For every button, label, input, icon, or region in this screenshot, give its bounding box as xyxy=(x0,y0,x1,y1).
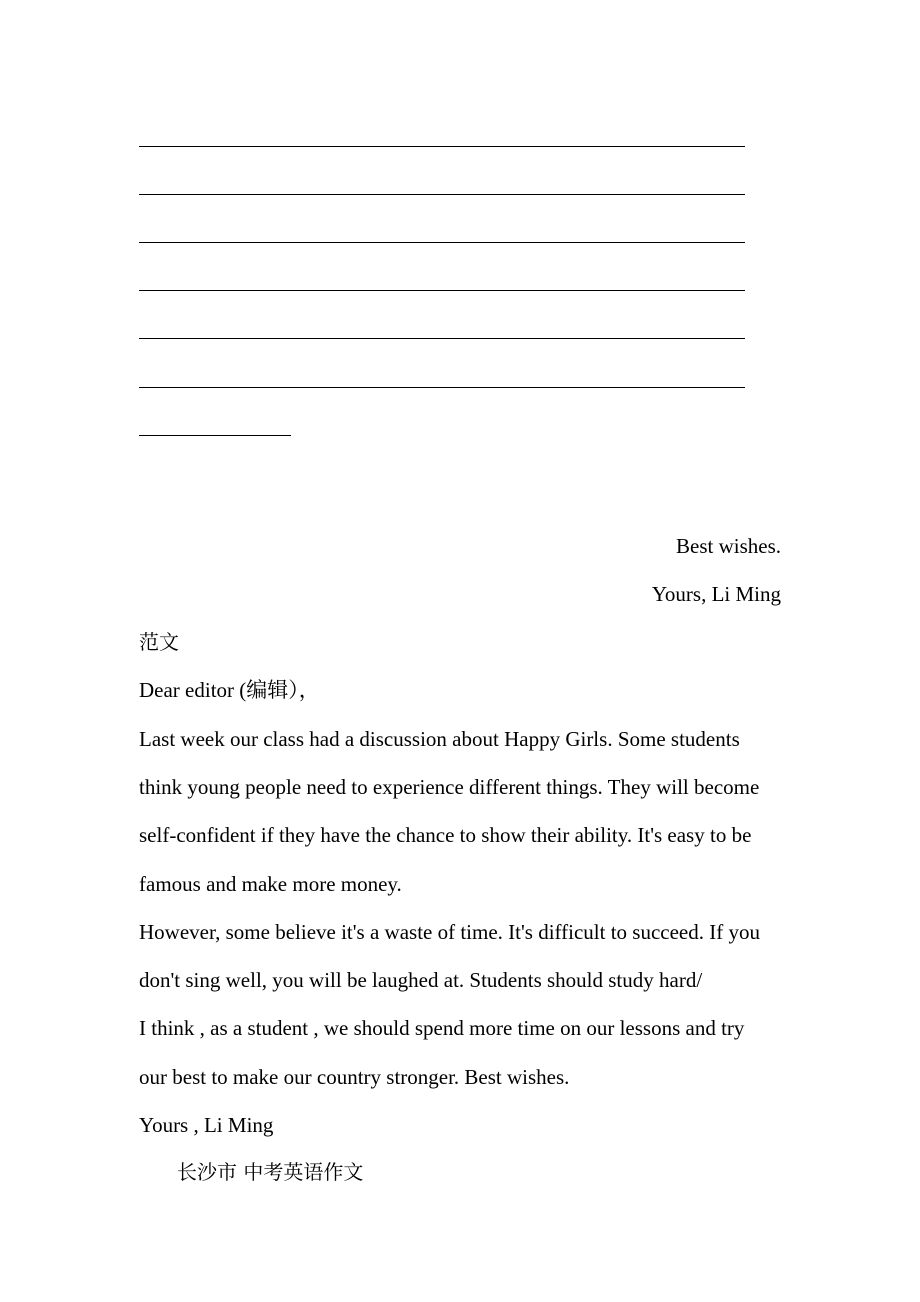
sample-greeting: Dear editor (编辑）， xyxy=(139,678,320,702)
essay-line: famous and make more money. xyxy=(139,872,402,896)
essay-line: I think , as a student , we should spend more time on our lessons and try xyxy=(139,1016,745,1040)
footer-title: 长沙市 中考英语作文 xyxy=(177,1160,364,1184)
closing-best-wishes: Best wishes. xyxy=(676,534,781,558)
answer-line xyxy=(139,146,745,147)
essay-line: our best to make our country stronger. Best wishes. xyxy=(139,1065,570,1089)
essay-line: self-confident if they have the chance to show their ability. It's easy to be xyxy=(139,823,752,847)
sample-heading: 范文 xyxy=(139,630,179,654)
answer-line xyxy=(139,242,745,243)
answer-line-short xyxy=(139,435,291,436)
closing-signature: Yours, Li Ming xyxy=(651,582,781,606)
sample-signoff: Yours , Li Ming xyxy=(139,1113,274,1137)
essay-line: think young people need to experience different things. They will become xyxy=(139,775,760,799)
answer-line xyxy=(139,290,745,291)
answer-line xyxy=(139,338,745,339)
essay-line: However, some believe it's a waste of time. It's difficult to succeed. If you xyxy=(139,920,760,944)
essay-line: don't sing well, you will be laughed at. Students should study hard/ xyxy=(139,968,703,992)
answer-line xyxy=(139,387,745,388)
essay-line: Last week our class had a discussion about Happy Girls. Some students xyxy=(139,727,740,751)
answer-line xyxy=(139,194,745,195)
